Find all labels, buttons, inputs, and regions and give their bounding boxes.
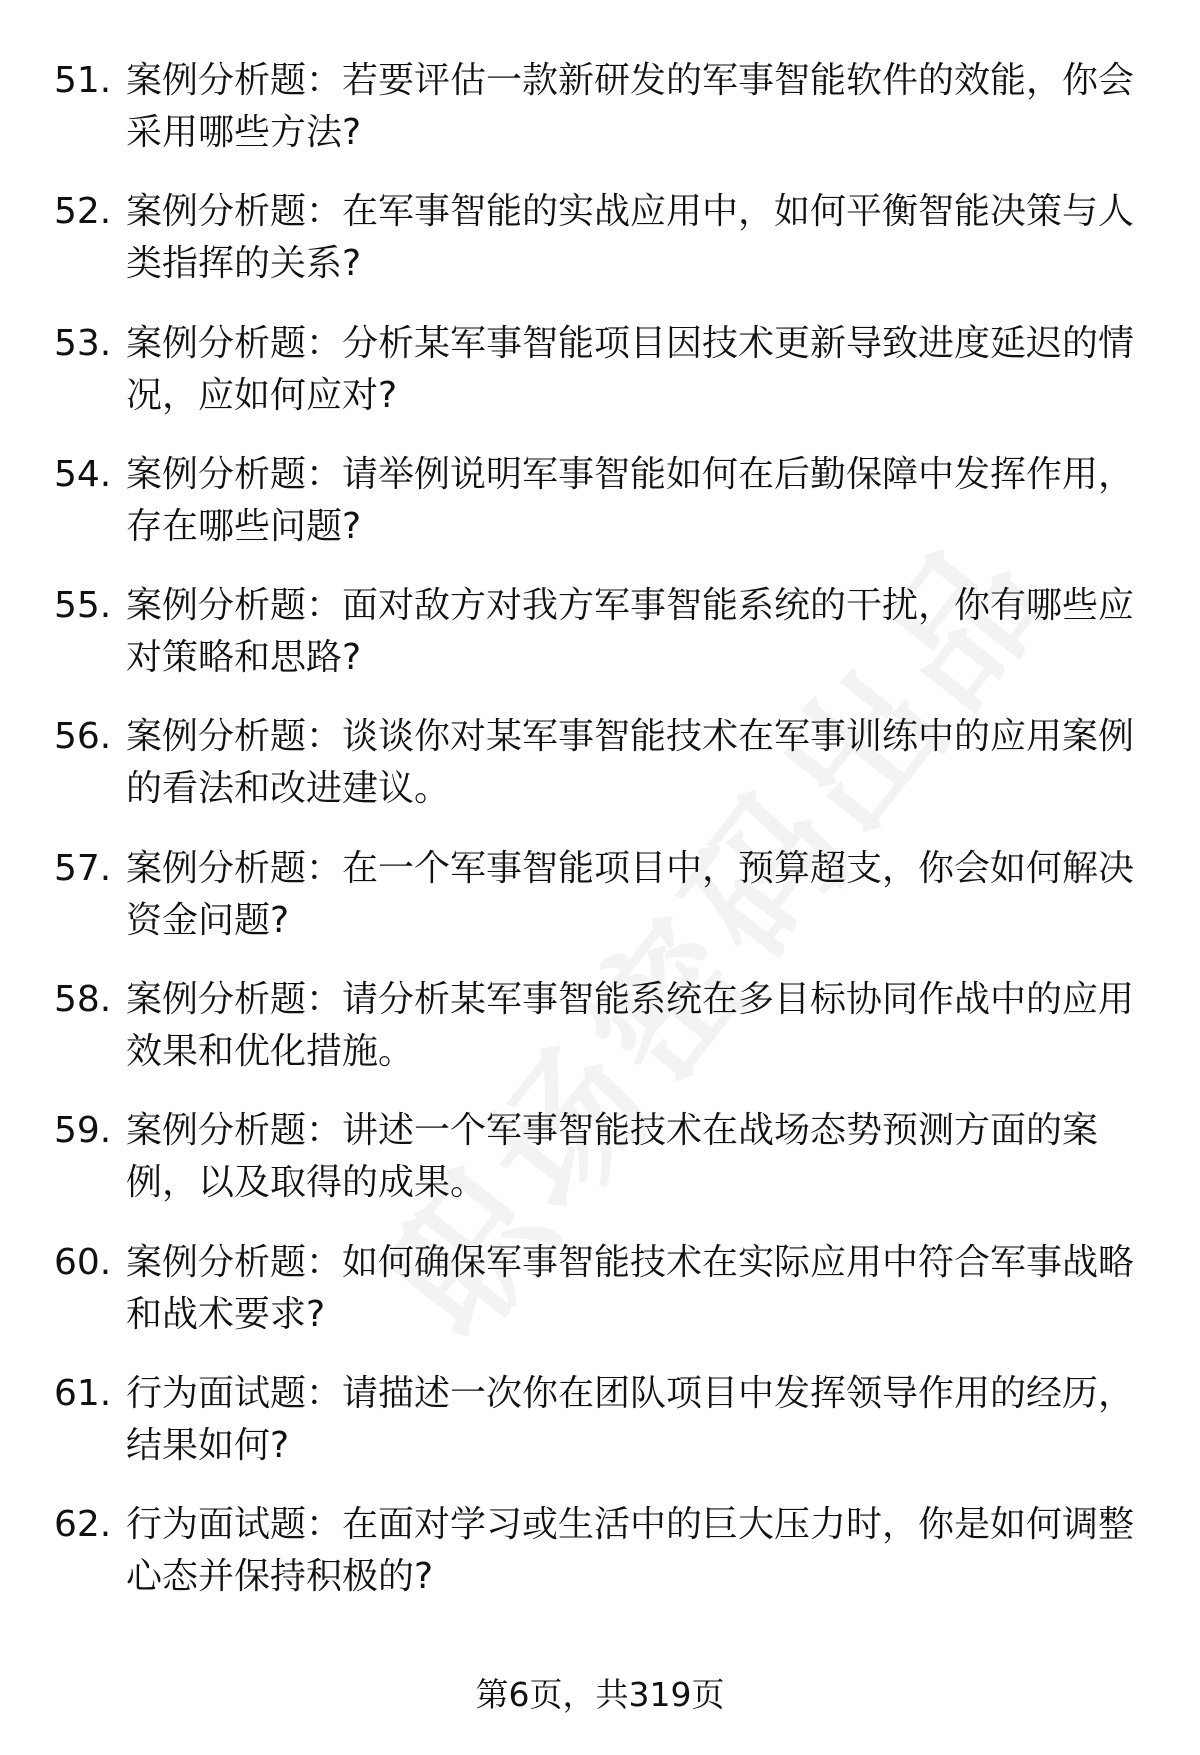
question-text: 案例分析题：面对敌方对我方军事智能系统的干扰，你有哪些应对策略和思路?: [126, 585, 1135, 679]
question-list: [0, 55, 1200, 1631]
question-number: 54.: [54, 453, 112, 495]
page-number-footer: 第6页，共319页: [475, 1675, 725, 1714]
question-item: [0, 55, 1200, 186]
question-item: [0, 843, 1200, 974]
question-text: 案例分析题：谈谈你对某军事智能技术在军事训练中的应用案例的看法和改进建议。: [126, 716, 1135, 810]
question-number: 53.: [54, 322, 112, 364]
question-item: [0, 318, 1200, 449]
question-text: 案例分析题：在军事智能的实战应用中，如何平衡智能决策与人类指挥的关系?: [126, 191, 1135, 285]
question-text: 案例分析题：请举例说明军事智能如何在后勤保障中发挥作用，存在哪些问题?: [126, 453, 1135, 547]
question-text: 案例分析题：如何确保军事智能技术在实际应用中符合军事战略和战术要求?: [126, 1241, 1135, 1335]
question-item: [0, 974, 1200, 1105]
question-text: 案例分析题：在一个军事智能项目中，预算超支，你会如何解决资金问题?: [126, 847, 1135, 941]
question-item: [0, 711, 1200, 842]
question-item: [0, 186, 1200, 317]
question-number: 62.: [54, 1504, 112, 1546]
question-number: 61.: [54, 1372, 112, 1414]
question-item: [0, 449, 1200, 580]
question-number: 56.: [54, 716, 112, 758]
question-text: 案例分析题：分析某军事智能项目因技术更新导致进度延迟的情况，应如何应对?: [126, 322, 1135, 416]
question-text: 行为面试题：在面对学习或生活中的巨大压力时，你是如何调整心态并保持积极的?: [126, 1504, 1135, 1598]
question-number: 55.: [54, 585, 112, 627]
question-item: [0, 1105, 1200, 1236]
question-item: [0, 1499, 1200, 1630]
question-item: [0, 1368, 1200, 1499]
question-number: 51.: [54, 60, 112, 101]
question-text: 案例分析题：讲述一个军事智能技术在战场态势预测方面的案例，以及取得的成果。: [126, 1110, 1099, 1204]
question-number: 52.: [54, 191, 112, 233]
question-item: [0, 1237, 1200, 1368]
question-number: 58.: [54, 979, 112, 1021]
question-text: 案例分析题：请分析某军事智能系统在多目标协同作战中的应用效果和优化措施。: [126, 979, 1135, 1073]
question-number: 57.: [54, 847, 112, 889]
question-number: 60.: [54, 1241, 112, 1283]
question-text: 案例分析题：若要评估一款新研发的军事智能软件的效能，你会采用哪些方法?: [126, 60, 1135, 153]
question-number: 59.: [54, 1110, 112, 1152]
question-item: [0, 580, 1200, 711]
question-text: 行为面试题：请描述一次你在团队项目中发挥领导作用的经历，结果如何?: [126, 1372, 1135, 1466]
